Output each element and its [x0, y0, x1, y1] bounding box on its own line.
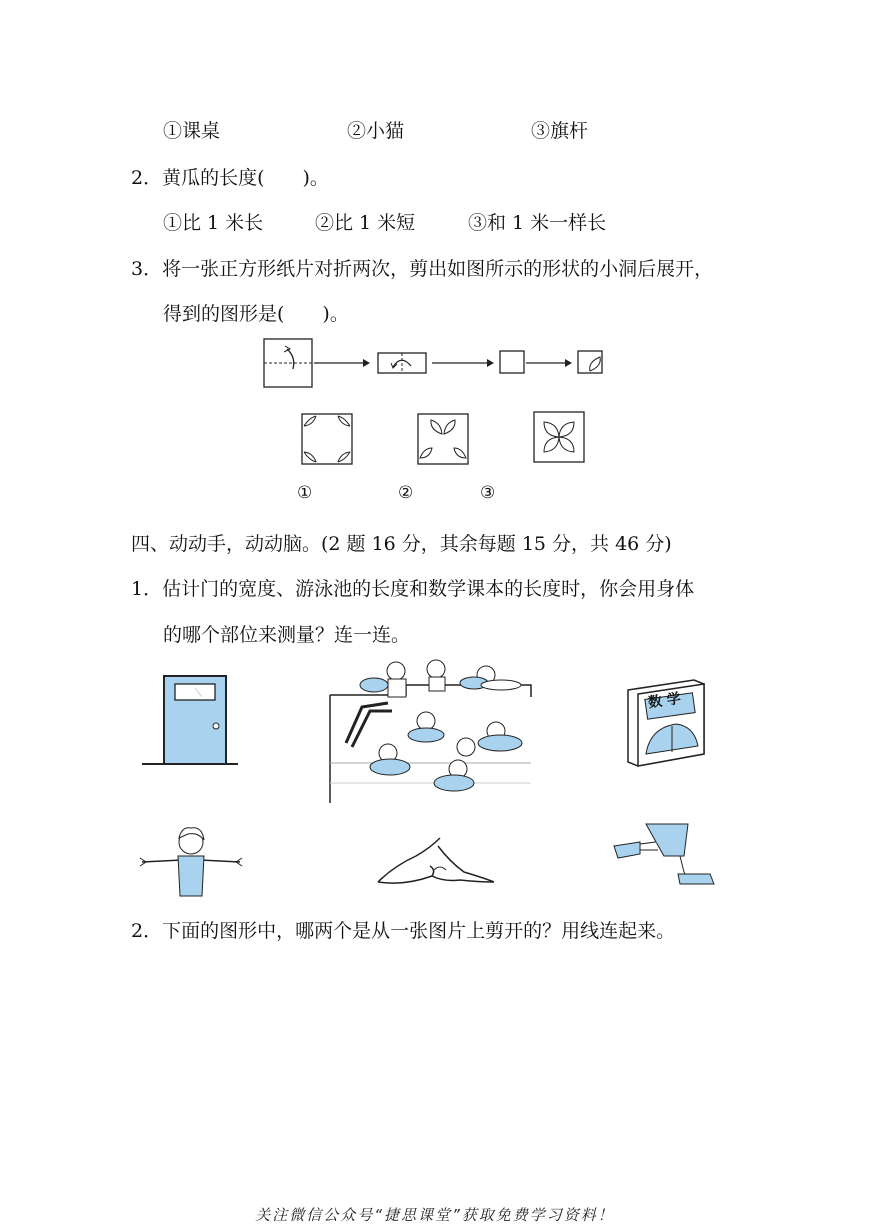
- section-4-heading: 四、动动手，动动脑。(2 题 16 分，其余每题 15 分，共 46 分): [131, 533, 672, 555]
- question-2-stem: 2．黄瓜的长度( )。: [131, 167, 329, 189]
- folding-diagram: [260, 335, 610, 395]
- footer-note: 关注微信公众号“捷思课堂”获取免费学习资料！: [255, 1206, 615, 1224]
- question-3-stem-cont: 得到的图形是( )。: [163, 303, 349, 325]
- section4-question-1-cont: 的哪个部位来测量？连一连。: [163, 624, 411, 646]
- option-flagpole: ③旗杆: [531, 120, 589, 142]
- swimming-pool-illustration: [326, 655, 536, 805]
- outstretched-arms-illustration: [138, 822, 244, 898]
- answer-label-2: ②: [398, 483, 414, 503]
- section4-question-2: 2．下面的图形中，哪两个是从一张图片上剪开的？用线连起来。: [131, 920, 676, 942]
- hand-span-illustration: [374, 836, 498, 892]
- math-book-title: 数 学: [647, 690, 682, 712]
- question-3-stem: 3．将一张正方形纸片对折两次，剪出如图所示的形状的小洞后展开，: [131, 258, 714, 280]
- answer-label-1: ①: [297, 483, 313, 503]
- section4-question-1: 1．估计门的宽度、游泳池的长度和数学课本的长度时，你会用身体: [131, 578, 695, 600]
- option-kitten: ②小猫: [347, 120, 405, 142]
- answer-label-3: ③: [480, 483, 496, 503]
- answer-figure-2: [416, 412, 471, 467]
- door-illustration: [140, 672, 240, 768]
- answer-figure-3: [532, 410, 587, 465]
- option-shorter: ②比 1 米短: [315, 212, 416, 234]
- option-longer: ①比 1 米长: [163, 212, 264, 234]
- option-desk: ①课桌: [163, 120, 221, 142]
- walking-steps-illustration: [610, 820, 720, 890]
- option-equal: ③和 1 米一样长: [468, 212, 607, 234]
- answer-figure-1: [300, 412, 355, 467]
